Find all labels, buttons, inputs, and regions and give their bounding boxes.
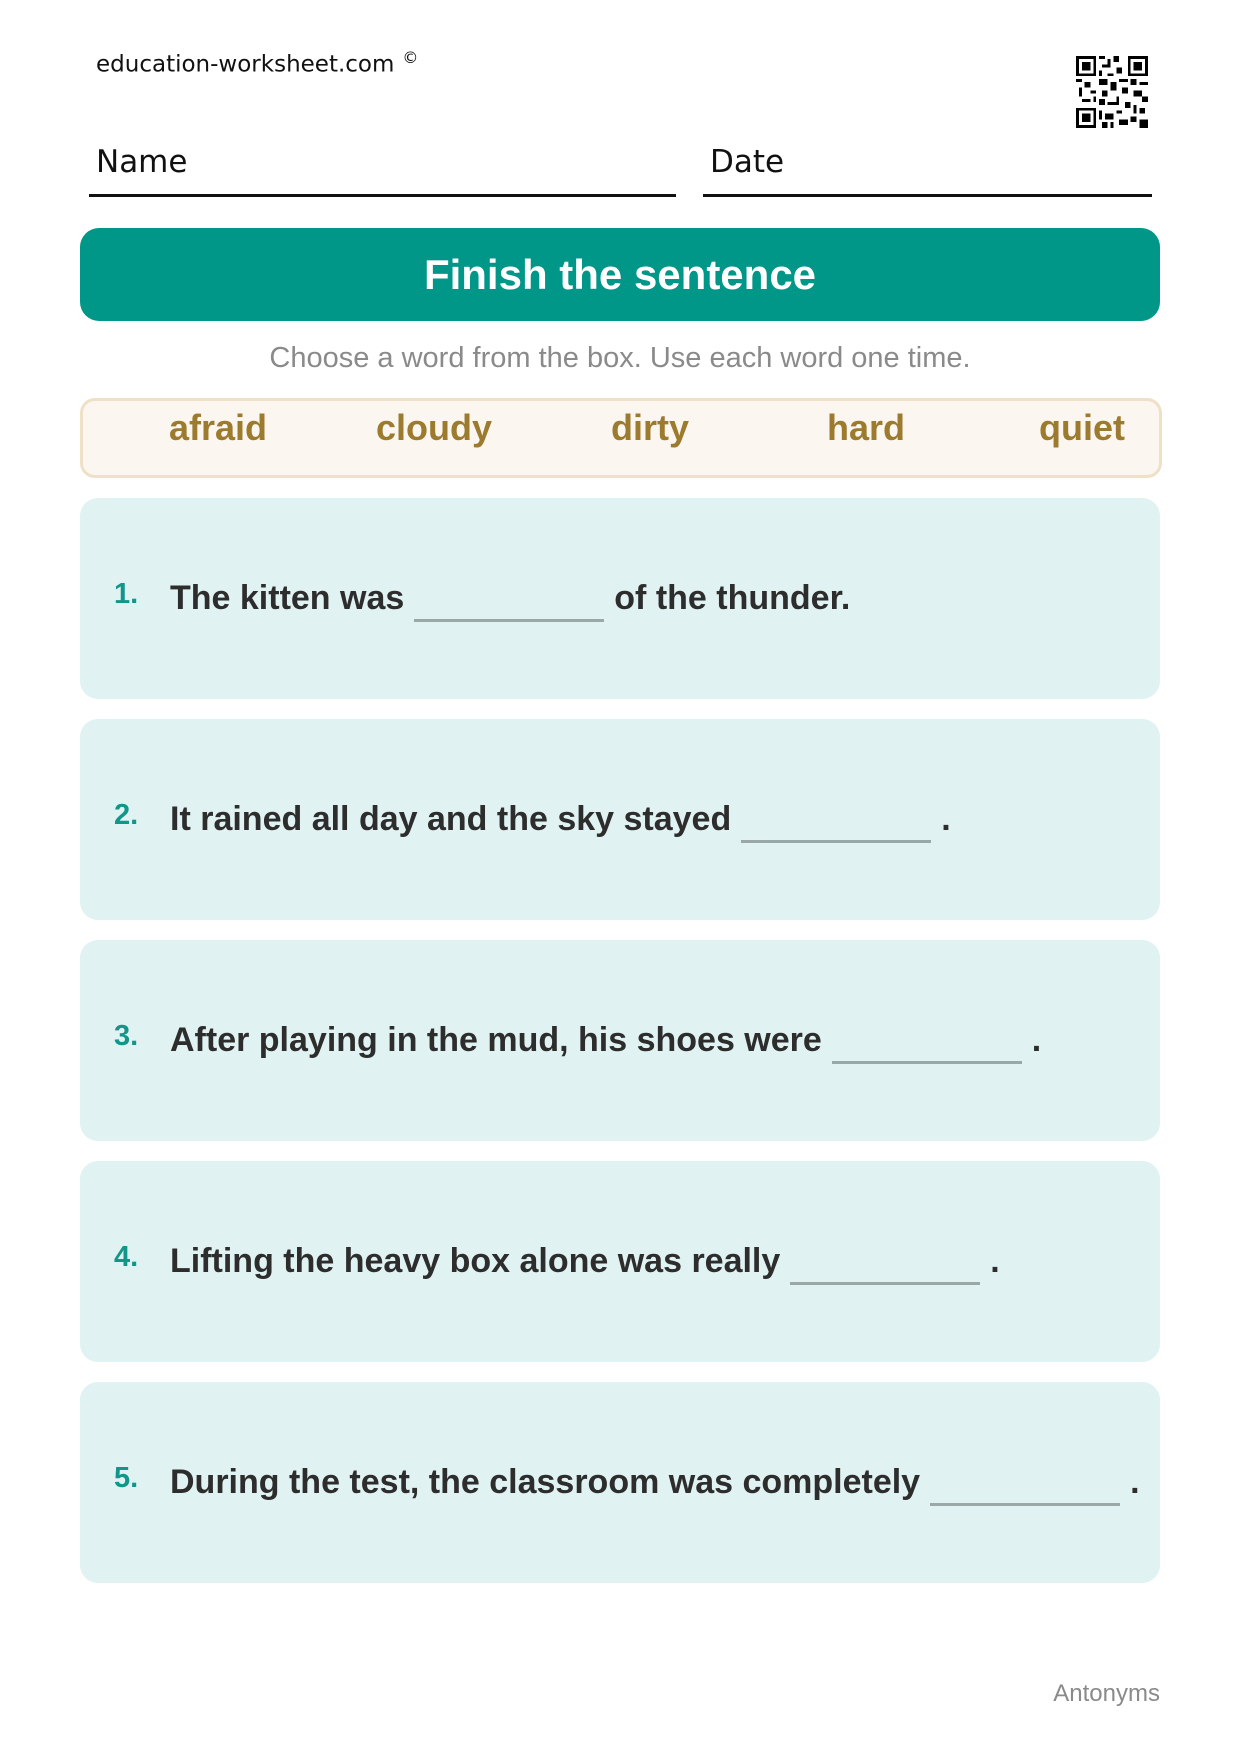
answer-blank[interactable] (741, 796, 931, 843)
qr-code-icon (1076, 56, 1148, 128)
question-number: 2. (114, 799, 139, 831)
sentence-start: It rained all day and the sky stayed (170, 800, 732, 838)
question-card (80, 1382, 1160, 1583)
word-bank-item: hard (826, 407, 905, 448)
question-sentence (170, 1452, 1140, 1512)
site-url (96, 48, 418, 78)
name-label: Name (96, 144, 188, 180)
question-number: 4. (114, 1241, 139, 1273)
sentence-end: . (1031, 1021, 1042, 1059)
word-bank-item: cloudy (375, 407, 492, 448)
word-bank-item: afraid (168, 407, 268, 448)
page-title: Finish the sentence (423, 250, 817, 298)
question-card (80, 719, 1160, 920)
date-label: Date (710, 144, 785, 180)
sentence-start: Lifting the heavy box alone was really (170, 1242, 781, 1280)
word-bank-item: dirty (610, 407, 689, 448)
sentence-end: . (941, 800, 951, 838)
answer-blank[interactable] (790, 1238, 980, 1285)
word-bank (80, 398, 1162, 478)
question-sentence (170, 1010, 1041, 1070)
question-card (80, 498, 1160, 699)
name-field[interactable] (89, 140, 676, 197)
question-number: 1. (114, 578, 139, 610)
answer-blank[interactable] (414, 575, 604, 622)
question-sentence (170, 789, 951, 849)
question-sentence (170, 1231, 1000, 1291)
site-name: education-worksheet.com (96, 51, 395, 78)
instructions: Choose a word from the box. Use each word one time. (269, 342, 971, 374)
question-number: 3. (114, 1020, 139, 1052)
word-bank-item: quiet (1039, 407, 1125, 448)
sentence-end: . (990, 1242, 1000, 1280)
sentence-end: . (1130, 1463, 1140, 1501)
question-sentence (170, 568, 850, 628)
footer-topic: Antonyms (1053, 1680, 1160, 1707)
sentence-start: The kitten was (170, 579, 405, 617)
sentence-start: After playing in the mud, his shoes were (170, 1021, 822, 1059)
question-card (80, 940, 1160, 1141)
sentence-end: of the thunder. (614, 579, 851, 617)
title-banner (80, 228, 1160, 321)
copyright-symbol: © (402, 48, 419, 67)
sentence-start: During the test, the classroom was completely (170, 1463, 921, 1501)
date-field[interactable] (703, 140, 1152, 197)
answer-blank[interactable] (930, 1459, 1120, 1506)
question-card (80, 1161, 1160, 1362)
question-number: 5. (114, 1462, 139, 1494)
answer-blank[interactable] (832, 1017, 1022, 1064)
